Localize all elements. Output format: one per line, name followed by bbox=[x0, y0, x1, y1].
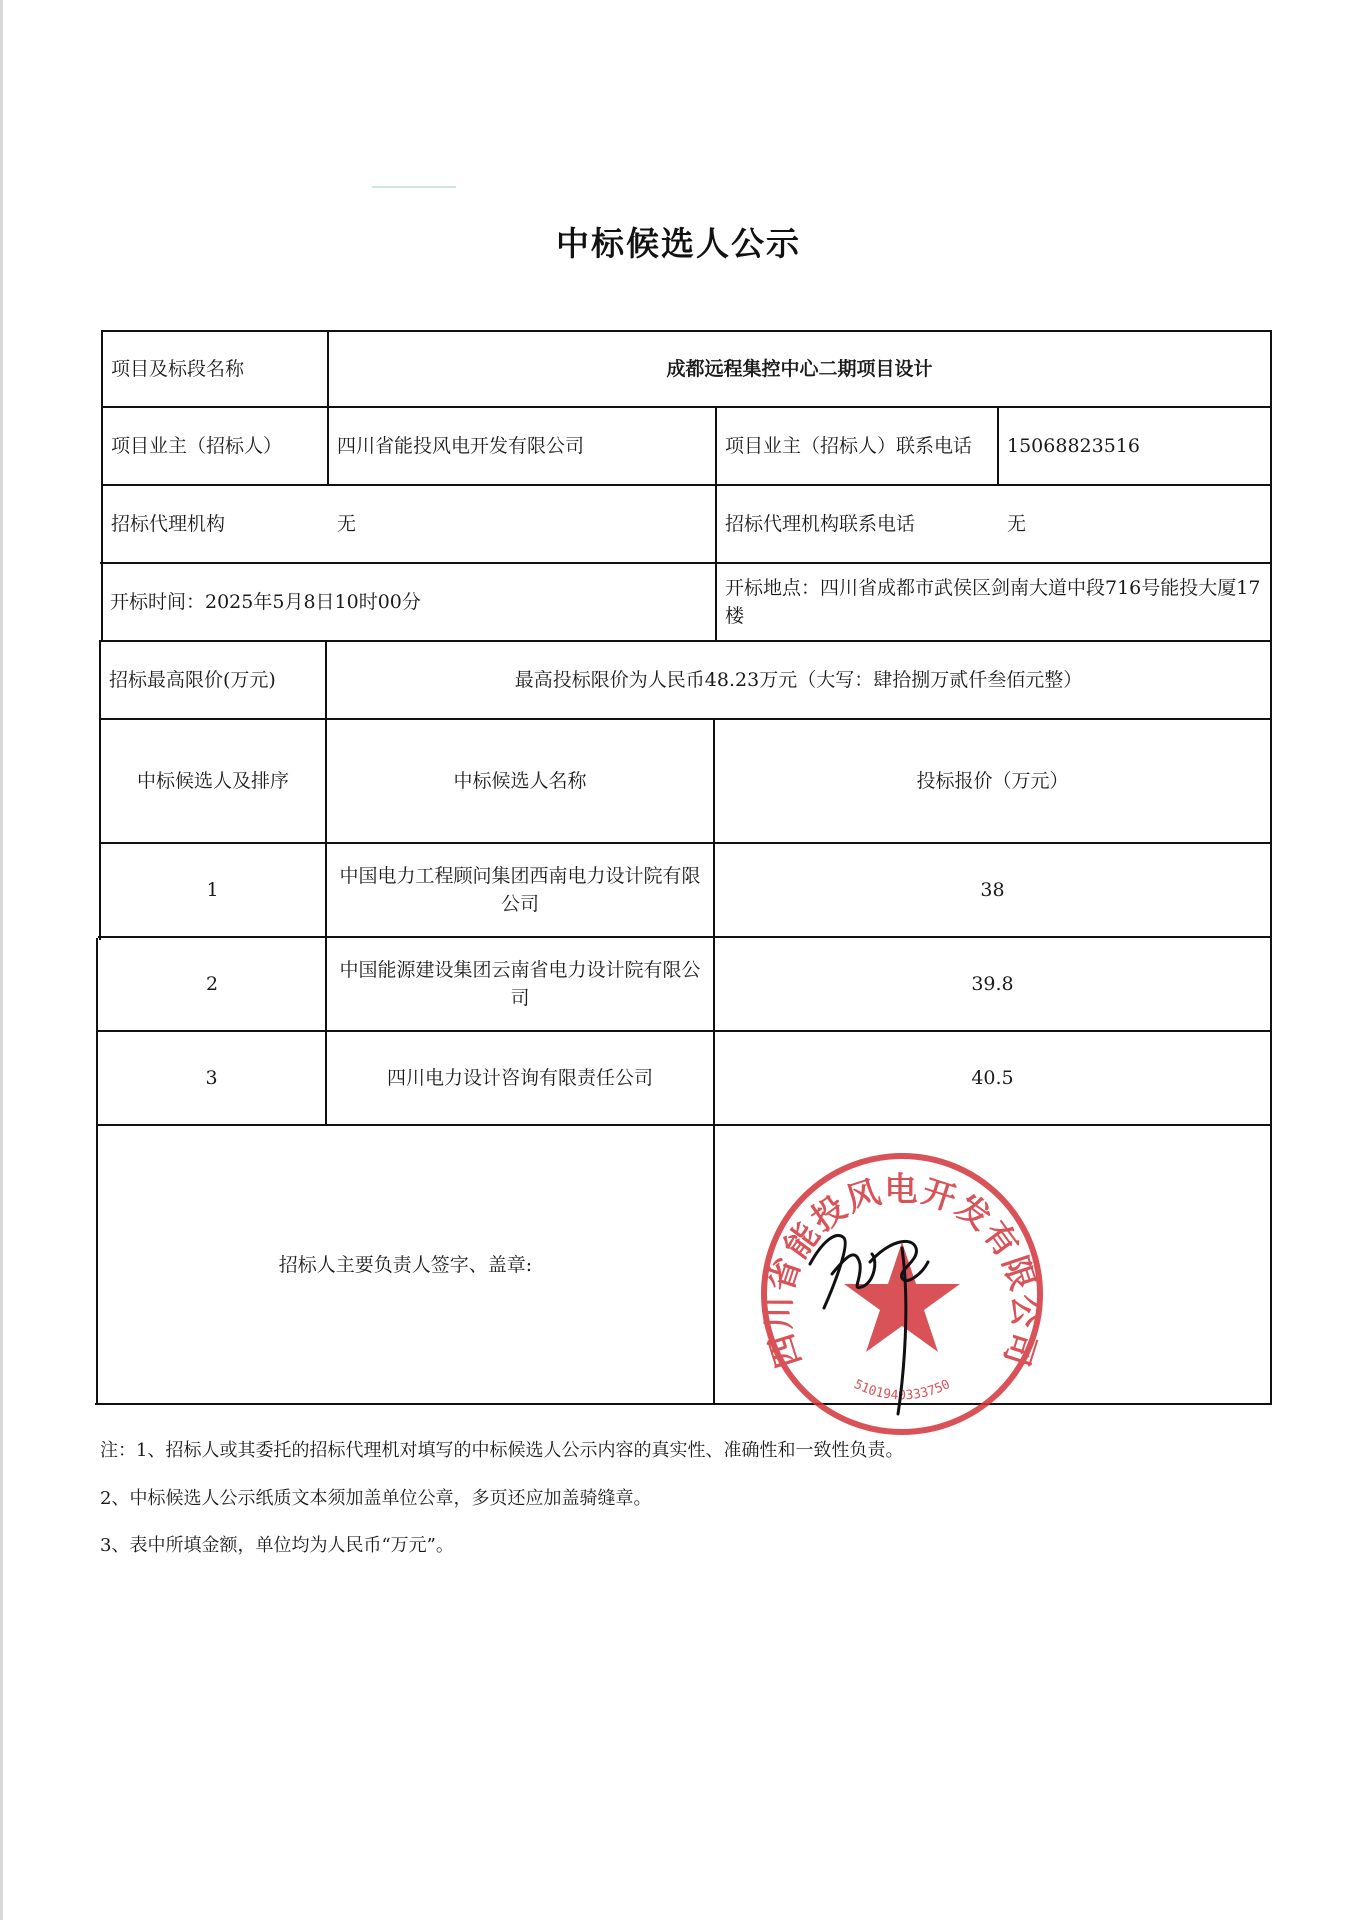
candidate-rank: 1 bbox=[206, 879, 219, 901]
table-border-bottom bbox=[95, 1403, 1272, 1405]
candidate-rank: 2 bbox=[205, 973, 219, 995]
open-time: 开标时间：2025年5月8日10时00分 bbox=[110, 591, 421, 613]
note-line: 2、中标候选人公示纸质文本须加盖单位公章，多页还应加盖骑缝章。 bbox=[100, 1488, 652, 1509]
owner-phone-value: 15068823516 bbox=[1007, 435, 1140, 457]
candidate-price: 40.5 bbox=[971, 1067, 1014, 1089]
agency-value: 无 bbox=[337, 513, 357, 535]
candidate-name: 四川电力设计咨询有限责任公司 bbox=[386, 1067, 653, 1089]
open-place: 开标地点：四川省成都市武侯区剑南大道中段716号能投大厦17楼 bbox=[725, 577, 1261, 627]
owner-phone-label: 项目业主（招标人）联系电话 bbox=[725, 435, 973, 457]
project-label: 项目及标段名称 bbox=[111, 358, 245, 380]
seal-company-text: 四川省能投风电开发有限公司 bbox=[758, 1169, 1046, 1373]
candidate-price: 38 bbox=[980, 879, 1005, 901]
candidate-name: 中国能源建设集团云南省电力设计院有限公司 bbox=[339, 959, 701, 1009]
agency-label: 招标代理机构 bbox=[111, 513, 226, 535]
agency-phone-label: 招标代理机构联系电话 bbox=[725, 513, 916, 535]
max-price-label: 招标最高限价(万元) bbox=[109, 669, 276, 691]
candidate-rank: 3 bbox=[205, 1067, 218, 1089]
official-seal bbox=[752, 1144, 1052, 1444]
header-price: 投标报价（万元） bbox=[916, 770, 1069, 792]
candidate-name: 中国电力工程顾问集团西南电力设计院有限公司 bbox=[339, 865, 701, 915]
header-rank: 中标候选人及排序 bbox=[136, 770, 289, 792]
agency-phone-value: 无 bbox=[1007, 513, 1027, 535]
signature-label: 招标人主要负责人签字、盖章: bbox=[278, 1253, 533, 1276]
project-value: 成都远程集控中心二期项目设计 bbox=[666, 358, 933, 380]
seal-code-text: 5101940333750 bbox=[851, 1377, 953, 1404]
note-line: 3、表中所填金额，单位均为人民币“万元”。 bbox=[100, 1535, 454, 1556]
owner-label: 项目业主（招标人） bbox=[111, 435, 283, 457]
table-border-right bbox=[1270, 330, 1272, 1405]
header-name: 中标候选人名称 bbox=[453, 770, 587, 792]
candidate-price: 39.8 bbox=[971, 973, 1014, 995]
max-price-value: 最高投标限价为人民币48.23万元（大写：肆拾捌万贰仟叁佰元整） bbox=[514, 669, 1083, 691]
scan-mark bbox=[372, 186, 456, 188]
owner-value: 四川省能投风电开发有限公司 bbox=[337, 435, 585, 457]
scan-edge bbox=[0, 0, 3, 1920]
page-title: 中标候选人公示 bbox=[556, 224, 801, 263]
note-line: 注：1、招标人或其委托的招标代理机对填写的中标候选人公示内容的真实性、准确性和一致性负责。 bbox=[100, 1440, 904, 1461]
